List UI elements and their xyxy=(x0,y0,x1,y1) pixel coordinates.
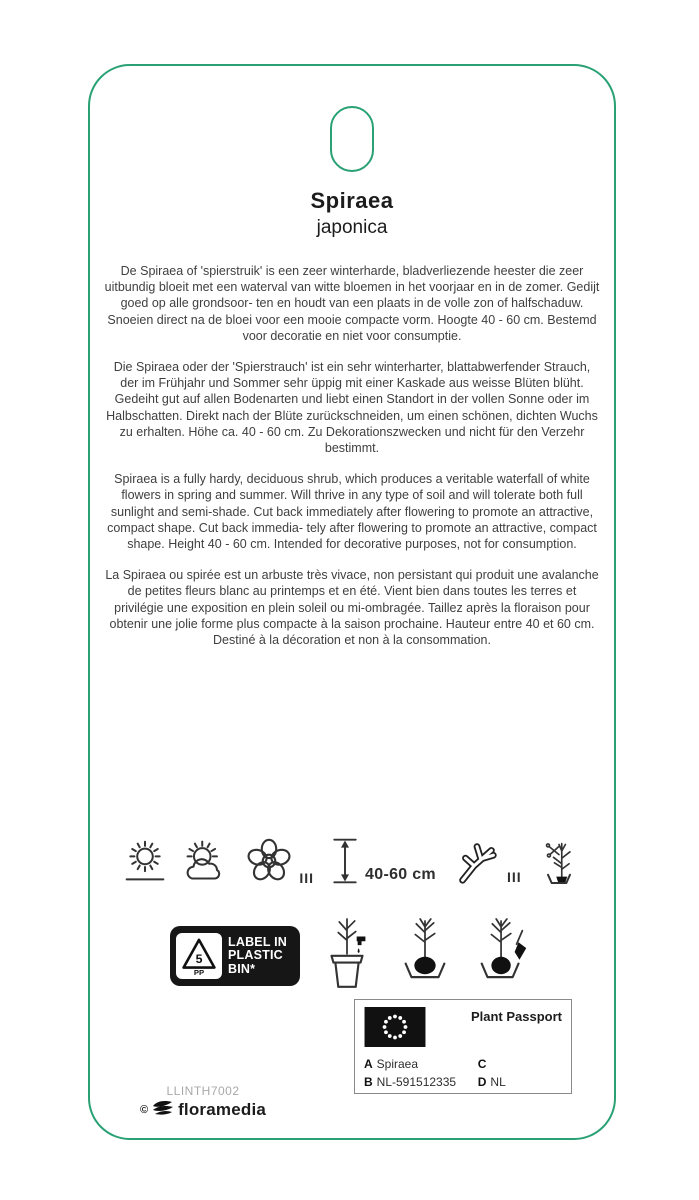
semi-shade-icon xyxy=(182,836,228,891)
description-fr: La Spiraea ou spirée est un arbuste très vivace, non persistant qui produit une avalanche de petites fleurs blanc au printemps et en été. Vient bien dans toutes les terres et privilégie une exposition en plein soleil ou mi-ombragée. Taillez après la floraison pour obtenir une jolie forme plus compacte à la saison prochaine. Hauteur entre 40 et 60 cm. Destiné à la décoration et non à la consommation. xyxy=(105,568,599,648)
description-en: Spiraea is a fully hardy, deciduous shrub, which produces a veritable waterfall of white flowers in spring and summer. Will thrive in any type of soil and will tolerate both full sunlight and semi-shade. Cut back immediately after flowering to promote an attractive, compact shape. Cut back immedia- tely after flowering to promote an attractive, compact shape. Height 40 - 60 cm. Intended for decorative purposes, not for consumption. xyxy=(107,472,597,552)
recycling-pp5-icon xyxy=(176,933,222,979)
eu-flag-icon xyxy=(364,1007,426,1052)
full-sun-icon xyxy=(123,836,167,891)
passport-field-b: B NL-591512335 xyxy=(364,1075,457,1089)
pot-plant-icon xyxy=(316,909,378,996)
descriptions xyxy=(103,263,601,663)
prune-icon xyxy=(451,836,503,891)
cut-back-icon xyxy=(537,836,581,891)
trowel-plant-icon xyxy=(472,909,534,996)
disposal-row xyxy=(90,909,614,996)
root-ball-icon xyxy=(394,909,456,996)
copyright-mark: © xyxy=(139,1104,149,1116)
plant-passport-box xyxy=(354,999,572,1094)
plant-species: japonica xyxy=(316,217,388,238)
height-value: 40-60 cm xyxy=(365,865,436,883)
care-icon-row xyxy=(90,826,614,900)
floramedia-leaf-icon xyxy=(152,1100,174,1120)
height-icon xyxy=(329,835,361,892)
passport-field-c: C xyxy=(477,1057,487,1071)
prune-unit xyxy=(451,836,522,891)
flower-icon xyxy=(243,835,295,892)
svg-text:5: 5 xyxy=(195,951,203,966)
flowering-unit xyxy=(243,835,314,892)
hanging-hole xyxy=(330,106,374,172)
brand-logo xyxy=(108,1100,298,1120)
passport-field-d: D NL xyxy=(477,1075,506,1089)
prune-months: III xyxy=(506,868,522,885)
flowering-months: III xyxy=(299,869,315,886)
height-unit xyxy=(329,835,436,892)
description-nl: De Spiraea of 'spierstruik' is een zeer winterharde, bladverliezende heester die zeer uitbundig bloeit met een waterval van witte bloemen in het voorjaar en in de zomer. Gedijt goed op alle grondsoor- ten en houdt van een plaats in de volle zon of halfschaduw. Snoeien direct na de bloei voor een mooie compacte vorm. Hoogte 40 - 60 cm. Bestemd voor decoratie en niet voor consumptie. xyxy=(104,264,600,343)
brand-name: floramedia xyxy=(178,1100,267,1119)
plant-label-card xyxy=(88,64,616,1140)
bin-label-text: LABEL IN PLASTIC BIN* xyxy=(228,934,288,976)
plastic-bin-label xyxy=(170,926,300,986)
passport-title: Plant Passport xyxy=(470,1009,562,1024)
title-block xyxy=(90,188,614,239)
passport-field-a: A Spiraea xyxy=(364,1057,419,1071)
plant-genus: Spiraea xyxy=(310,188,394,213)
passport-fields xyxy=(364,1057,562,1089)
description-de: Die Spiraea oder der 'Spierstrauch' ist ein sehr winterharter, blattabwerfender Strauch, der im Frühjahr und Sommer sehr üppig mit einer Kaskade aus weisse Blüten blüht. Gedeiht gut auf allen Bodenarten und liebt einen Standort in der vollen Sonne oder im Halbschatten. Direkt nach der Blüte zurückschneiden, um einen schönen, dichten Wuchs zu erhalten. Höhe ca. 40 - 60 cm. Zu Dekorationszwecken und nicht für den Verzehr bestimmt. xyxy=(106,360,598,456)
svg-text:PP: PP xyxy=(193,968,205,977)
print-code: LLINTH7002 xyxy=(166,1084,240,1098)
passport-header xyxy=(364,1007,562,1052)
